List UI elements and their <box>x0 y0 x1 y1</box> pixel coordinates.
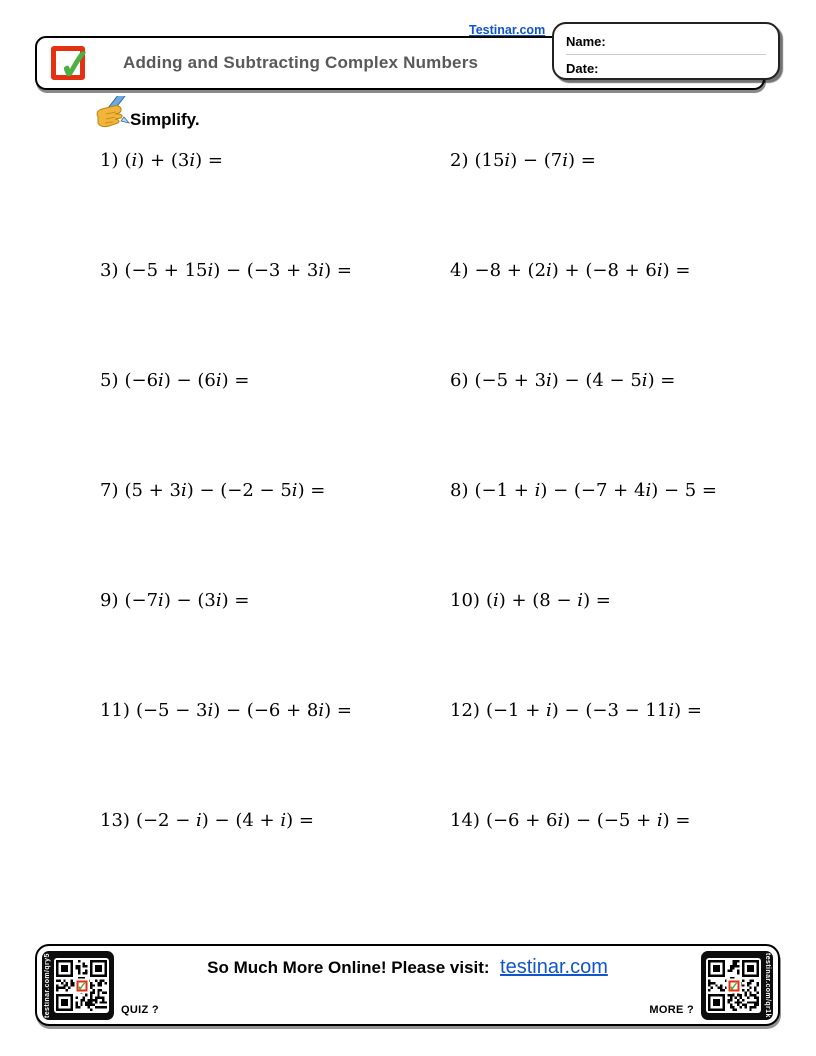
problems-grid <box>100 150 760 920</box>
problem-expression: (i) + (8 − i) = <box>485 590 611 611</box>
problem-number: 10) <box>450 590 480 611</box>
footer-testinar-link[interactable]: testinar.com <box>500 956 608 978</box>
name-date-box <box>552 22 780 80</box>
problem-expression: (−6i) − (6i) = <box>124 370 250 391</box>
problem <box>100 480 450 590</box>
problem-expression: (−7i) − (3i) = <box>124 590 250 611</box>
instruction-label: Simplify. <box>130 110 200 129</box>
problem-number: 6) <box>450 370 469 391</box>
testinar-site-link[interactable]: Testinar.com <box>469 23 546 37</box>
problem-number: 8) <box>450 480 469 501</box>
problem-expression: (−5 + 15i) − (−3 + 3i) = <box>124 260 352 281</box>
footer-bar <box>35 944 780 1026</box>
qr-right-caption: testinar.com/qr1k <box>764 953 771 1018</box>
problem-number: 14) <box>450 810 480 831</box>
problem-expression: (−1 + i) − (−7 + 4i) − 5 = <box>474 480 718 501</box>
name-label: Name: <box>566 34 606 49</box>
problem <box>450 370 760 480</box>
problem-number: 2) <box>450 150 469 171</box>
problem <box>450 810 760 920</box>
worksheet-title: Adding and Subtracting Complex Numbers <box>123 53 479 72</box>
date-label: Date: <box>566 61 599 76</box>
problem-number: 13) <box>100 810 130 831</box>
problem <box>450 590 760 700</box>
problem <box>100 810 450 920</box>
problem-expression: (15i) − (7i) = <box>474 150 596 171</box>
quiz-label: QUIZ ? <box>121 1004 159 1016</box>
problem <box>100 260 450 370</box>
problem <box>100 370 450 480</box>
checkbox-logo-icon <box>51 40 95 90</box>
qr-code-more <box>701 951 773 1020</box>
problem-expression: (5 + 3i) − (−2 − 5i) = <box>124 480 326 501</box>
problem-number: 3) <box>100 260 119 281</box>
problem <box>100 590 450 700</box>
problem-expression: (−6 + 6i) − (−5 + i) = <box>485 810 691 831</box>
problem <box>100 700 450 810</box>
problem <box>450 150 760 260</box>
problem <box>450 700 760 810</box>
problem-expression: (−2 − i) − (4 + i) = <box>135 810 314 831</box>
problem-number: 9) <box>100 590 119 611</box>
problem-number: 4) <box>450 260 469 281</box>
problem-expression: (i) + (3i) = <box>124 150 223 171</box>
qr-right-pattern <box>706 958 761 1013</box>
problem-expression: (−5 + 3i) − (4 − 5i) = <box>474 370 676 391</box>
qr-logo-check-icon: ✓ <box>726 978 741 993</box>
problem-expression: (−1 + i) − (−3 − 11i) = <box>485 700 702 721</box>
name-date-divider <box>566 54 766 55</box>
problem <box>450 260 760 370</box>
more-label: MORE ? <box>649 1004 694 1016</box>
problem-number: 1) <box>100 150 119 171</box>
problem-number: 11) <box>100 700 130 721</box>
footer-message: So Much More Online! Please visit: <box>207 958 490 977</box>
footer-message-row <box>37 956 778 979</box>
problem-expression: −8 + (2i) + (−8 + 6i) = <box>474 260 691 281</box>
problem-expression: (−5 − 3i) − (−6 + 8i) = <box>135 700 352 721</box>
problem <box>100 150 450 260</box>
logo-green-check-icon: ✓ <box>56 40 95 90</box>
problem-number: 12) <box>450 700 480 721</box>
instruction-row <box>92 96 200 132</box>
problem <box>450 480 760 590</box>
problem-number: 7) <box>100 480 119 501</box>
problem-number: 5) <box>100 370 119 391</box>
qr-logo-check-icon: ✓ <box>74 978 89 993</box>
qr-left-caption: testinar.com/qry5 <box>44 953 51 1018</box>
